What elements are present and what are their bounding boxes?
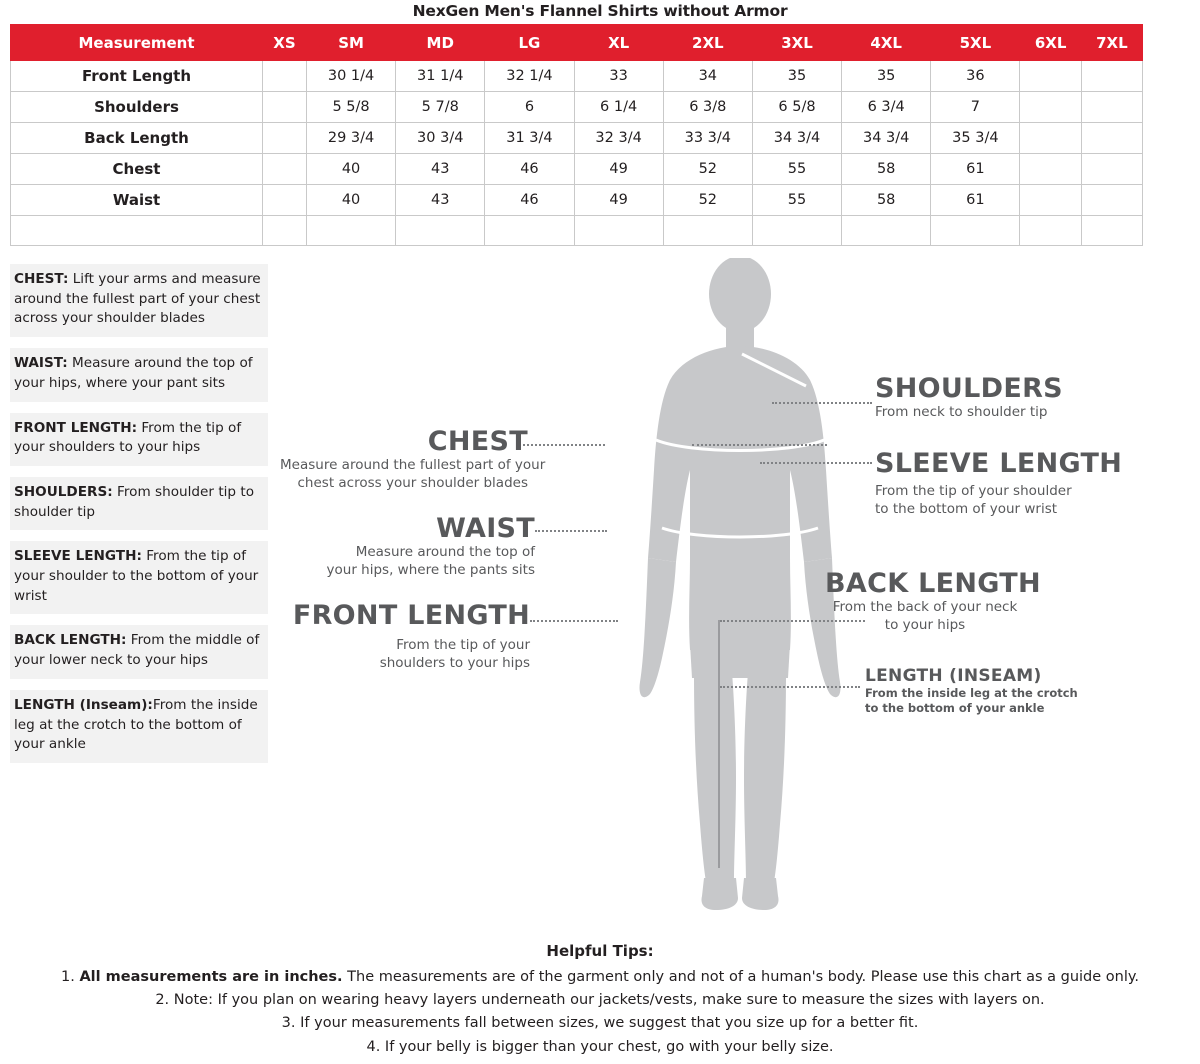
cell [263,185,307,216]
waist-callout [280,513,535,579]
column-header-4xl: 4XL [842,25,931,61]
cell [752,216,841,246]
cell: 43 [396,154,485,185]
tip-item [0,989,1200,1012]
cell: 32 3/4 [574,123,663,154]
cell: 55 [752,185,841,216]
column-header-3xl: 3XL [752,25,841,61]
table-row [11,185,1143,216]
cell: 43 [396,185,485,216]
size-table [10,24,1143,246]
front-length-connector-line [530,620,618,622]
definition-term: WAIST [14,355,63,372]
tips-heading: Helpful Tips: [546,942,654,960]
cell: 49 [574,154,663,185]
cell: 5 7/8 [396,92,485,123]
column-header-md: MD [396,25,485,61]
front-length-callout-sub2: shoulders to your hips [379,654,530,671]
shoulders-callout-title: SHOULDERS [875,373,1063,404]
definition-sep: : [62,271,69,287]
definition-sep: : [131,419,138,436]
definition-sleeve-length [10,541,268,614]
tip-prefix: 4. [366,1038,385,1055]
cell [396,216,485,246]
cell [1020,61,1081,92]
chest-callout [280,426,546,492]
sleeve-length-callout-sub2: to the bottom of your wrist [875,500,1058,517]
cell [306,216,395,246]
cell: 58 [842,185,931,216]
definition-text: From the tip of your shoulder to the bottom of your wrist [14,548,259,604]
definition-term: SHOULDERS: [14,483,113,500]
tip-text: Note: If you plan on wearing heavy layers underneath our jackets/vests, make sure to measure the sizes with layers on. [173,992,1045,1009]
tip-item [0,1036,1200,1059]
cell: 33 [574,61,663,92]
tip-bold: All measurements are in inches. [79,969,343,985]
tip-item [0,966,1200,989]
shoulders-callout [875,373,1063,422]
front-length-callout-title: FRONT LENGTH [292,600,530,631]
cell: 32 1/4 [485,61,574,92]
tip-text: If your measurements fall between sizes, we suggest that you size up for a better fit. [300,1015,919,1032]
cell [931,216,1020,246]
cell: 5 5/8 [306,92,395,123]
cell [574,216,663,246]
column-header-7xl: 7XL [1081,25,1142,61]
waist-callout-title: WAIST [436,513,535,544]
row-label-empty [11,216,263,246]
cell [1020,185,1081,216]
definition-text: From the middle of your lower neck to your hips [14,632,260,669]
shoulders-connector-line [772,402,872,404]
cell: 34 3/4 [842,123,931,154]
cell: 35 [842,61,931,92]
row-label-waist: Waist [11,185,263,216]
row-label-chest: Chest [11,154,263,185]
column-header-lg: LG [485,25,574,61]
definition-term: FRONT LENGTH [14,419,132,436]
table-row [11,123,1143,154]
tip-prefix: 2. [155,992,174,1009]
table-row [11,216,1143,246]
column-header-xs: XS [263,25,307,61]
cell [263,154,307,185]
column-header-sm: SM [306,25,395,61]
cell: 34 [663,61,752,92]
tip-text: If your belly is bigger than your chest, go with your belly size. [384,1038,834,1055]
definition-back-length [10,625,268,678]
definition-text: Lift your arms and measure around the fullest part of your chest across your shoulder blades [14,271,261,327]
cell [263,92,307,123]
definition-text: From shoulder tip to shoulder tip [14,483,255,520]
waist-callout-sub1: Measure around the top of [355,544,535,560]
inseam-vertical-line [718,620,720,868]
waist-callout-sub2: your hips, where the pants sits [326,561,535,578]
column-header-6xl: 6XL [1020,25,1081,61]
cell [485,216,574,246]
cell: 6 3/4 [842,92,931,123]
tip-item [0,1012,1200,1035]
cell [1081,92,1142,123]
cell: 46 [485,154,574,185]
definition-term: BACK LENGTH: [14,632,127,649]
measurement-definitions [10,264,268,774]
chest-connector-line [523,444,605,446]
tip-prefix: 3. [281,1015,301,1032]
cell: 31 1/4 [396,61,485,92]
back-length-callout-sub1: From the back of your neck [832,599,1018,615]
cell: 7 [931,92,1020,123]
cell: 40 [306,154,395,185]
definition-sep: : [62,355,68,372]
front-length-callout-sub1: From the tip of your [396,637,530,653]
size-table-header [11,25,1143,61]
cell: 33 3/4 [663,123,752,154]
tip-text: The measurements are of the garment only and not of a human's body. Please use this chart as a guide only. [342,969,1139,985]
row-label-front-length: Front Length [11,61,263,92]
definition-shoulders [10,477,268,530]
cell: 49 [574,185,663,216]
cell [1020,92,1081,123]
definition-term: CHEST [14,271,63,287]
tip-prefix: 1. [60,969,80,985]
cell: 40 [306,185,395,216]
cell: 58 [842,154,931,185]
chest-callout-sub2: chest across your shoulder blades [297,474,528,491]
body-diagram [280,258,1190,928]
table-row [11,92,1143,123]
definition-term: LENGTH (Inseam): [14,696,153,713]
inseam-callout-title: LENGTH (INSEAM) [865,666,1042,686]
cell: 35 3/4 [931,123,1020,154]
inseam-callout-sub2: to the bottom of your ankle [865,700,1045,715]
definition-text: Measure around the top of your hips, where your pant sits [14,355,253,391]
cell [263,61,307,92]
cell: 36 [931,61,1020,92]
chest-callout-title: CHEST [427,426,528,457]
cell: 30 1/4 [306,61,395,92]
cell: 34 3/4 [752,123,841,154]
cell: 6 1/4 [574,92,663,123]
table-header-row [11,25,1143,61]
waist-connector-line [535,530,607,532]
cell: 61 [931,154,1020,185]
size-table-body [11,61,1143,246]
cell: 6 [485,92,574,123]
cell: 55 [752,154,841,185]
cell [1081,216,1142,246]
front-length-callout [280,600,530,672]
column-header-5xl: 5XL [931,25,1020,61]
row-label-shoulders: Shoulders [11,92,263,123]
cell: 61 [931,185,1020,216]
definition-chest [10,264,268,337]
cell [1081,123,1142,154]
definition-inseam [10,690,268,763]
inseam-callout-sub1: From the inside leg at the crotch [865,686,1078,700]
row-label-back-length: Back Length [11,123,263,154]
cell [1081,61,1142,92]
definition-text: From the inside leg at the crotch to the bottom of your ankle [14,696,258,753]
cell: 29 3/4 [306,123,395,154]
back-length-callout-sub2: to your hips [884,616,966,633]
cell [663,216,752,246]
table-row [11,154,1143,185]
cell [1020,123,1081,154]
back-length-callout-title: BACK LENGTH [825,568,1041,599]
shoulders-callout-sub: From neck to shoulder tip [875,404,1048,420]
cell [1081,185,1142,216]
sleeve-connector-line [760,462,872,464]
column-header-measurement: Measurement [11,25,263,61]
cell: 6 3/8 [663,92,752,123]
definition-waist [10,348,268,401]
cell [263,216,307,246]
cell: 6 5/8 [752,92,841,123]
cell [1020,216,1081,246]
sleeve-length-callout-sub1: From the tip of your shoulder [875,483,1072,499]
sleeve-length-callout-title: SLEEVE LENGTH [875,448,1123,479]
back-length-callout [825,568,1041,634]
column-header-xl: XL [574,25,663,61]
table-row [11,61,1143,92]
column-header-2xl: 2XL [663,25,752,61]
chest-callout-sub1: Measure around the fullest part of your [280,457,546,473]
chest-right-line [692,444,827,446]
cell: 52 [663,154,752,185]
cell: 35 [752,61,841,92]
cell [842,216,931,246]
inseam-callout [865,666,1078,716]
cell: 30 3/4 [396,123,485,154]
inseam-connector-line [720,686,860,688]
cell: 52 [663,185,752,216]
cell [1081,154,1142,185]
definition-front-length [10,413,268,466]
sleeve-length-callout [875,448,1122,518]
page-title: NexGen Men's Flannel Shirts without Armor [412,2,788,20]
definition-term: SLEEVE LENGTH: [14,548,142,565]
cell [263,123,307,154]
cell: 46 [485,185,574,216]
cell: 31 3/4 [485,123,574,154]
definition-text: From the tip of your shoulders to your hips [14,419,242,456]
helpful-tips [0,942,1200,1059]
cell [1020,154,1081,185]
